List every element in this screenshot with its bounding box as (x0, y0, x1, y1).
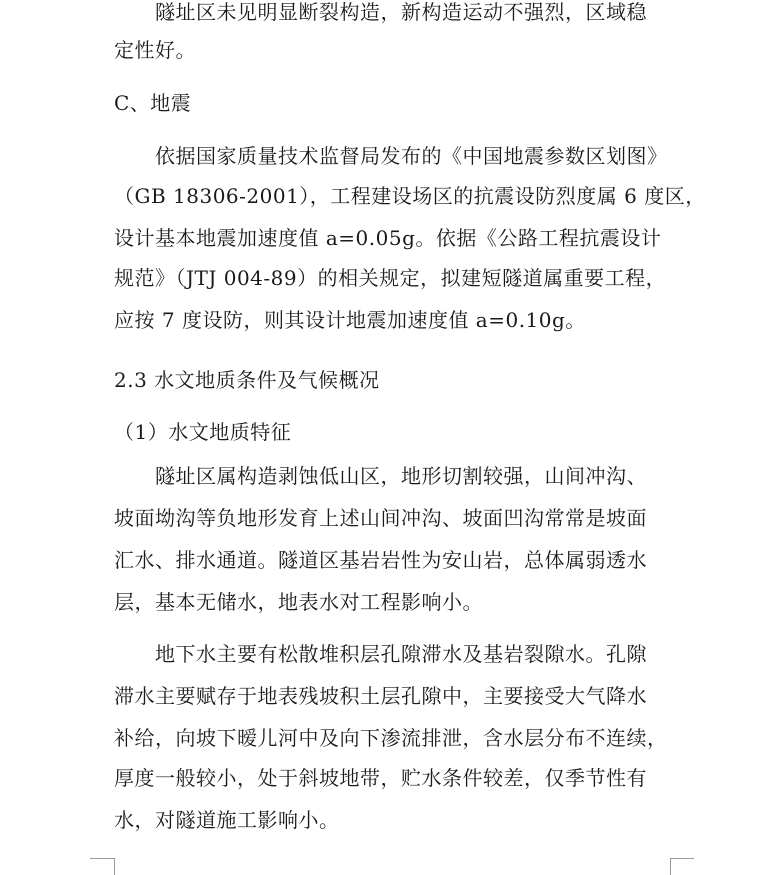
paragraph-line: 隧址区属构造剥蚀低山区，地形切割较强，山间冲沟、 (114, 464, 647, 488)
paragraph-line: 滞水主要赋存于地表残坡积土层孔隙中，主要接受大气降水 (114, 684, 647, 708)
paragraph-line: 汇水、排水通道。隧道区基岩岩性为安山岩，总体属弱透水 (114, 548, 647, 572)
paragraph-line: 定性好。 (114, 38, 196, 62)
paragraph-line: 补给，向坡下暧儿河中及向下渗流排泄，含水层分布不连续， (114, 726, 668, 750)
margin-corner-mark-right (670, 858, 694, 859)
margin-corner-mark-left-vertical (114, 858, 115, 875)
paragraph-line: 规范》（JTJ 004-89）的相关规定，拟建短隧道属重要工程， (114, 266, 667, 290)
margin-corner-mark-left (90, 858, 114, 859)
paragraph-line: 依据国家质量技术监督局发布的《中国地震参数区划图》 (114, 144, 668, 168)
margin-corner-mark-right-vertical (670, 858, 671, 875)
paragraph-line: 厚度一般较小，处于斜坡地带，贮水条件较差，仅季节性有 (114, 766, 647, 790)
paragraph-line: 层，基本无储水，地表水对工程影响小。 (114, 590, 483, 614)
paragraph-line: 坡面坳沟等负地形发育上述山间冲沟、坡面凹沟常常是坡面 (114, 506, 647, 530)
subsection-heading: （1）水文地质特征 (114, 420, 292, 444)
section-heading: C、地震 (114, 91, 192, 115)
paragraph-line: 地下水主要有松散堆积层孔隙滞水及基岩裂隙水。孔隙 (114, 642, 647, 666)
section-heading: 2.3 水文地质条件及气候概况 (114, 368, 380, 392)
paragraph-line: 应按 7 度设防，则其设计地震加速度值 a=0.10g。 (114, 308, 586, 332)
paragraph-line: 隧址区未见明显断裂构造，新构造运动不强烈，区域稳 (114, 0, 647, 24)
paragraph-line: （GB 18306-2001），工程建设场区的抗震设防烈度属 6 度区， (114, 184, 706, 208)
paragraph-line: 水，对隧道施工影响小。 (114, 808, 340, 832)
paragraph-line: 设计基本地震加速度值 a=0.05g。依据《公路工程抗震设计 (114, 226, 662, 250)
